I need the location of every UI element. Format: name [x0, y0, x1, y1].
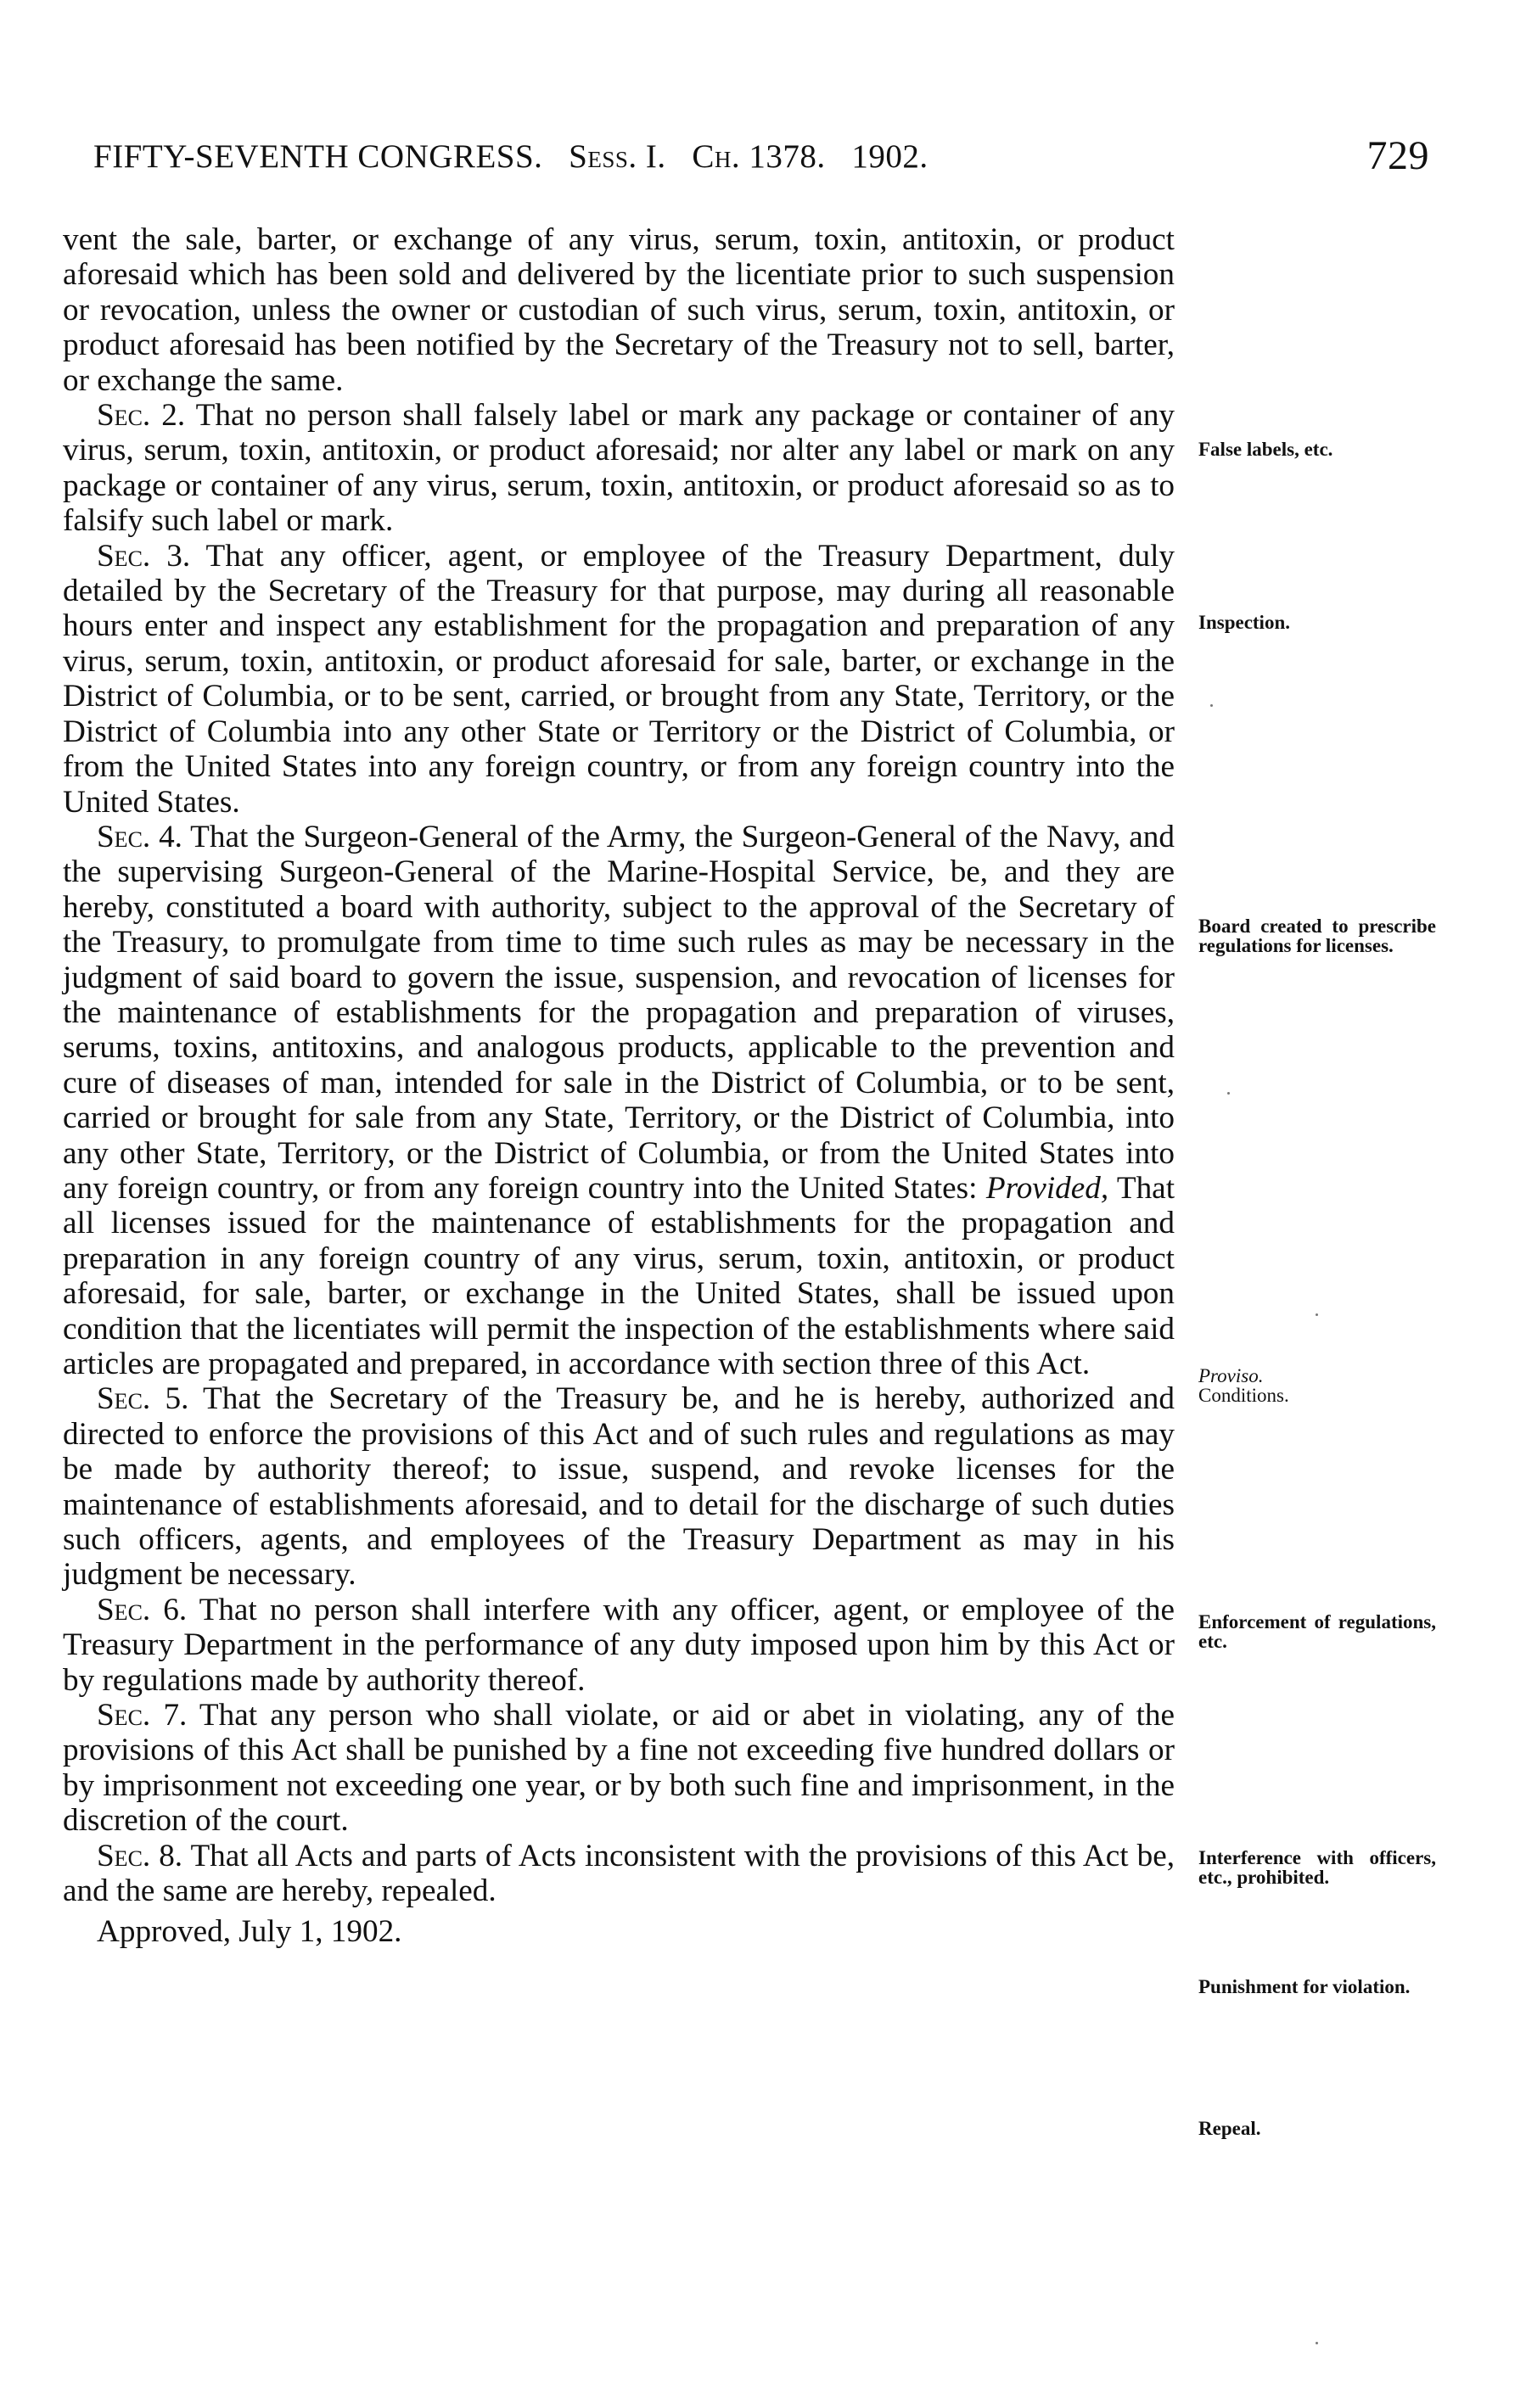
- section-4-proviso: Provided,: [985, 1170, 1109, 1206]
- print-speck: [1316, 2342, 1318, 2344]
- section-2-paragraph: [63, 398, 1175, 539]
- margin-note-interference: Interference with officers, etc., prohibited.: [1198, 1847, 1436, 1888]
- margin-note-enforcement: Enforcement of regulations, etc.: [1198, 1611, 1436, 1652]
- section-5-label: Sec. 5.: [97, 1381, 189, 1417]
- margin-note-false-labels: False labels, etc.: [1198, 439, 1333, 460]
- margin-note-inspection: Inspection.: [1198, 612, 1290, 633]
- chapter-label: Ch. 1378.: [692, 138, 826, 175]
- margin-note-punishment: Punishment for violation.: [1198, 1976, 1411, 1997]
- section-7-paragraph: [63, 1698, 1175, 1839]
- margin-note-repeal: Repeal.: [1198, 2118, 1261, 2139]
- section-6-text: That no person shall interfere with any officer, agent, or employee of the Treasury Department in the performance of any duty imposed upon him by this Act or by regulations made by authority thereof.: [63, 1592, 1175, 1698]
- section-3-label: Sec. 3.: [97, 538, 191, 574]
- section-5-text: That the Secretary of the Treasury be, and he is hereby, authorized and directed to enforce the provisions of this Act and of such rules and regulations as may be made by authority thereof; to issue, suspend, and revoke licenses for the maintenance of establishments aforesaid, and to detail for the discharge of such duties such officers, agents, and employees of the Treasury Department as may in his judgment be necessary.: [63, 1381, 1175, 1593]
- print-speck: [1227, 1092, 1230, 1095]
- section-8-text: That all Acts and parts of Acts inconsistent with the provisions of this Act be, and the same are hereby, repealed.: [63, 1838, 1175, 1909]
- statute-body: [63, 222, 1175, 1949]
- section-4-text-after: That all licenses issued for the maintenance of establishments for the propagation and preparation in any foreign country of any virus, serum, toxin, antitoxin, or product aforesaid, for sale, barter, or exchange in the United States, shall be issued upon condition that the licentiates will permit the inspection of the establishments where said articles are propagated and prepared, in accordance with section three of this Act.: [63, 1170, 1175, 1381]
- running-head: [93, 133, 1429, 188]
- section-4-paragraph: [63, 820, 1175, 1382]
- section-8-paragraph: [63, 1839, 1175, 1909]
- page-number: 729: [1366, 133, 1429, 178]
- section-7-label: Sec. 7.: [97, 1698, 188, 1733]
- conditions-note-label: Conditions.: [1198, 1385, 1289, 1406]
- proviso-note-label: Proviso.: [1198, 1365, 1264, 1386]
- continuation-paragraph: vent the sale, barter, or exchange of any virus, serum, toxin, antitoxin, or product aforesaid which has been sold and delivered by the licentiate prior to such suspension or revocation, unless the owner or custodian of such virus, serum, toxin, antitoxin, or product aforesaid has been notified by the Secretary of the Treasury not to sell, barter, or exchange the same.: [63, 222, 1175, 398]
- print-speck: [1316, 1313, 1318, 1316]
- print-speck: [1210, 704, 1213, 707]
- section-6-label: Sec. 6.: [97, 1592, 188, 1627]
- section-2-text: That no person shall falsely label or mark any package or container of any virus, serum, toxin, antitoxin, or product aforesaid; nor alter any label or mark on any package or container of any virus, serum, toxin, antitoxin, or product aforesaid so as to falsify such label or mark.: [63, 398, 1175, 539]
- margin-note-board: Board created to prescribe regulations for licenses.: [1198, 916, 1436, 956]
- section-8-label: Sec. 8.: [97, 1838, 183, 1873]
- section-4-label: Sec. 4.: [97, 819, 182, 854]
- session-label: Sess. I.: [569, 138, 666, 175]
- section-4-text-before: That the Surgeon-General of the Army, the Surgeon-General of the Navy, and the supervising Surgeon-General of the Marine-Hospital Service, be, and they are hereby, constituted a board with authority, subject to the approval of the Secretary of the Treasury, to promulgate from time to time such rules as may be necessary in the judgment of said board to govern the issue, suspension, and revocation of licenses for the maintenance of establishments for the propagation and preparation of viruses, serums, toxins, antitoxins, and analogous products, applicable to the prevention and cure of diseases of man, intended for sale in the District of Columbia, or to be sent, carried or brought for sale from any State, Territory, or the District of Columbia, into any other State, Territory, or the District of Columbia, or from the United States into any foreign country, or from any foreign country into the United States:: [63, 819, 1175, 1206]
- section-5-paragraph: [63, 1381, 1175, 1592]
- section-6-paragraph: [63, 1593, 1175, 1698]
- section-3-text: That any officer, agent, or employee of the Treasury Department, duly detailed by the Secretary of the Treasury for that purpose, may during all reasonable hours enter and inspect any establishment for the propagation and preparation of any virus, serum, toxin, antitoxin, or product aforesaid for sale, barter, or exchange in the District of Columbia, or to be sent, carried, or brought from any State, Territory, or the District of Columbia into any other State or Territory or the District of Columbia, or from the United States into any foreign country, or from any foreign country into the United States.: [63, 538, 1175, 820]
- congress-title: FIFTY-SEVENTH CONGRESS.: [93, 138, 543, 175]
- section-2-label: Sec. 2.: [97, 398, 186, 434]
- year-label: 1902.: [851, 138, 929, 175]
- section-7-text: That any person who shall violate, or aid or abet in violating, any of the provisions of this Act shall be punished by a fine not exceeding five hundred dollars or by imprisonment not exceeding one year, or by both such fine and imprisonment, in the discretion of the court.: [63, 1698, 1175, 1839]
- approval-line: Approved, July 1, 1902.: [97, 1913, 402, 1949]
- section-3-paragraph: [63, 539, 1175, 820]
- running-head-title: [93, 137, 929, 176]
- margin-note-proviso: [1198, 1366, 1436, 1405]
